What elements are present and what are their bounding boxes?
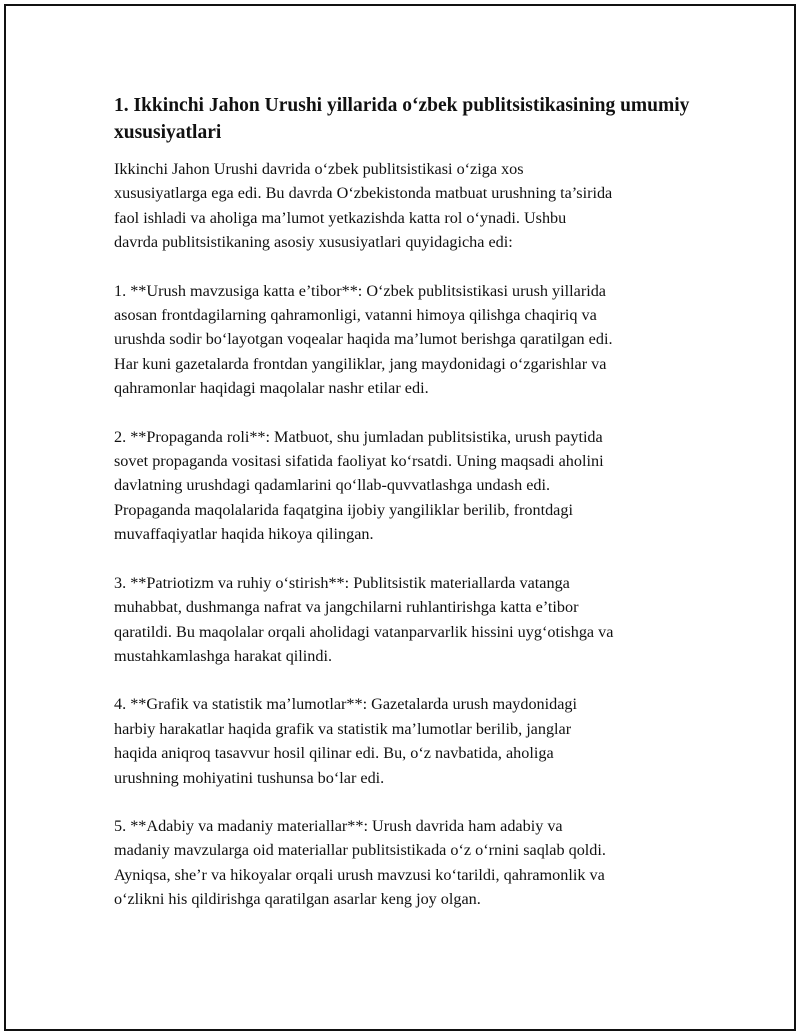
document-body: [114, 92, 694, 936]
intro-paragraph: Ikkinchi Jahon Urushi davrida o‘zbek publitsistikasi o‘ziga xos xususiyatlarga ega edi. Bu davrda O‘zbekistonda matbuat urushning ta’sirida faol ishladi va aholiga ma’lumot yetkazishda katta rol o‘ynadi. Ushbu davrda publitsistikaning asosiy xususiyatlari quyidagicha edi:: [114, 160, 613, 252]
section-heading: 1. Ikkinchi Jahon Urushi yillarida o‘zbek publitsistikasining umumiy xususiyatlari: [114, 95, 690, 143]
paragraph-item-2: 2. **Propaganda roli**: Matbuot, shu jumladan publitsistika, urush paytida sovet propaganda vositasi sifatida faoliyat ko‘rsatdi. Uning maqsadi aholini davlatning urushdagi qadamlarini qo‘llab-quvvatlashga undash edi. Propaganda maqolalarida faqatgina ijobiy yangiliklar berilib, frontdagi muvaffaqiyatlar haqida hikoya qilingan.: [114, 427, 604, 544]
paragraph-item-1: 1. **Urush mavzusiga katta e’tibor**: O‘zbek publitsistikasi urush yillarida asosan frontdagilarning qahramonligi, vatanni himoya qilishga chaqiriq va urushda sodir bo‘layotgan voqealar haqida ma’lumot berishga qaratilgan edi. Har kuni gazetalarda frontdan yangiliklar, jang maydonidagi o‘zgarishlar va qahramonlar haqidagi maqolalar nashr etilar edi.: [114, 281, 613, 398]
paragraph-item-3: 3. **Patriotizm va ruhiy o‘stirish**: Publitsistik materiallarda vatanga muhabbat, dushmanga nafrat va jangchilarni ruhlantirishga katta e’tibor qaratildi. Bu maqolalar orqali aholidagi vatanparvarlik hissini uyg‘otishga va mustahkamlashga harakat qilindi.: [114, 573, 614, 665]
paragraph-item-4: 4. **Grafik va statistik ma’lumotlar**: Gazetalarda urush maydonidagi harbiy harakatlar haqida grafik va statistik ma’lumotlar berilib, janglar haqida aniqroq tasavvur hosil qilinar edi. Bu, o‘z navbatida, aholiga urushning mohiyatini tushunsa bo‘lar edi.: [114, 695, 578, 787]
paragraph-item-5: 5. **Adabiy va madaniy materiallar**: Urush davrida ham adabiy va madaniy mavzularga oid materiallar publitsistikada o‘z o‘rnini saqlab qoldi. Ayniqsa, she’r va hikoyalar orqali urush mavzusi ko‘tarildi, qahramonlik va o‘zlikni his qildirishga qaratilgan asarlar keng joy olgan.: [114, 816, 606, 909]
